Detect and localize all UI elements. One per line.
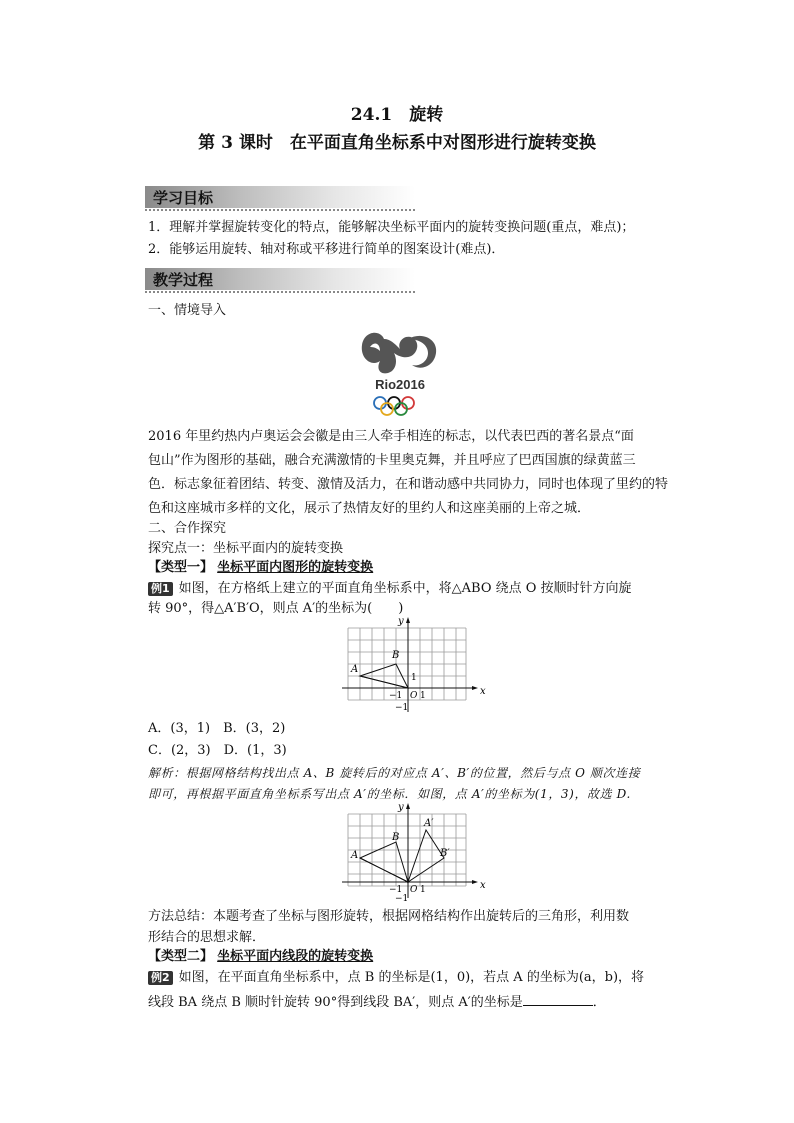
options-line-2: C．(2，3) D．(1，3) (148, 743, 287, 758)
coordinate-graph-2 (340, 800, 488, 902)
answer-blank (523, 993, 593, 1006)
y-axis-arrow-icon (406, 617, 410, 623)
example-text: 如图，在平面直角坐标系中，点 B 的坐标是(1，0)，若点 A 的坐标为(a，b)，将 (178, 970, 645, 985)
y-axis-label: y (398, 802, 404, 813)
summary-line-1: 方法总结：本题考查了坐标与图形旋转，根据网格结构作出旋转后的三角形，利用数 (148, 909, 630, 924)
goal-2: 2．能够运用旋转、轴对称或平移进行简单的图案设计(难点)． (148, 242, 505, 257)
example-text: 如图，在方格纸上建立的平面直角坐标系中，将△ABO 绕点 O 按顺时针方向旋 (178, 581, 632, 596)
banner-label: 学习目标 (153, 189, 214, 207)
solution-line-2: 即可，再根据平面直角坐标系写出点 A′的坐标．如图，点 A′的坐标为(1，3)，故选 D. (148, 787, 631, 801)
y-axis-arrow-icon (406, 803, 410, 809)
x-axis-arrow-icon (472, 880, 478, 884)
intro-line-2: 包山”作为图形的基础，融合充满激情的卡里奥克舞，并且呼应了巴西国旗的绿黄蓝三 (148, 453, 636, 468)
example-2-line-2 (148, 993, 606, 1012)
example-2-line-1 (148, 969, 644, 987)
example-1-line-2: 转 90°，得△A′B′O，则点 A′的坐标为( ) (148, 601, 404, 616)
point-B-prime-label: B′ (440, 848, 450, 859)
tick-y-1: 1 (411, 673, 417, 683)
section-banner-process (145, 268, 415, 290)
example-text: 线段 BA 绕点 B 顺时针旋转 90°得到线段 BA′，则点 A′的坐标是 (148, 995, 523, 1010)
point-A-label: A (351, 664, 359, 675)
grid (348, 628, 466, 700)
type-tag: 【类型一】 (148, 560, 214, 575)
options-line-1: A．(3，1) B．(3，2) (148, 721, 286, 736)
point-A-label: A (351, 850, 359, 861)
type-title: 坐标平面内图形的旋转变换 (217, 560, 374, 575)
logo-text: Rio2016 (375, 377, 425, 392)
point-A-prime-label: A′ (424, 818, 434, 829)
solution-line-1: 解析：根据网格结构找出点 A、B 旋转后的对应点 A′、B′的位置，然后与点 O 顺次连接 (148, 766, 641, 780)
section-banner-goals (145, 186, 415, 208)
intro-line-3: 色．标志象征着团结、转变、激情及活力，在和谐动感中共同协力，同时也体现了里约的特 (148, 477, 669, 492)
goal-1: 1．理解并掌握旋转变化的特点，能够解决坐标平面内的旋转变换问题(重点，难点)； (148, 220, 635, 235)
example-1-line-1 (148, 580, 632, 598)
banner-label: 教学过程 (153, 271, 214, 289)
type-2-heading (148, 948, 373, 966)
rio2016-logo (350, 325, 450, 417)
x-axis-label: x (480, 686, 486, 697)
emblem-icon (362, 333, 436, 374)
example-text-end: ． (592, 995, 606, 1010)
lesson-subtitle: 第 3 课时 在平面直角坐标系中对图形进行旋转变换 (198, 133, 596, 153)
tick-x-1: 1 (420, 691, 426, 701)
point-B-label: B (392, 832, 400, 843)
example-badge: 例2 (148, 971, 173, 985)
intro-line-4: 色和这座城市多样的文化，展示了热情友好的里约人和这座美丽的上帝之城． (148, 501, 591, 516)
page-title: 24.1 旋转 (350, 105, 444, 125)
x-axis-label: x (480, 880, 486, 891)
type-tag: 【类型二】 (148, 949, 214, 964)
summary-line-2: 形结合的思想求解． (148, 930, 266, 945)
x-axis-arrow-icon (472, 686, 478, 690)
type-1-heading (148, 559, 373, 577)
origin-label: O (410, 885, 418, 895)
part-2-heading: 二、合作探究 (148, 521, 227, 536)
part-1-heading: 一、情境导入 (148, 303, 227, 318)
point-B-label: B (392, 650, 400, 661)
example-badge: 例1 (148, 582, 173, 596)
tick-y-neg1: −1 (395, 703, 409, 713)
type-title: 坐标平面内线段的旋转变换 (217, 949, 374, 964)
tick-y-neg1: −1 (395, 894, 409, 902)
y-axis-label: y (398, 616, 404, 627)
explore-point-1: 探究点一：坐标平面内的旋转变换 (148, 541, 344, 556)
tick-x-neg1: −1 (389, 691, 403, 701)
coordinate-graph-1 (340, 614, 488, 716)
olympic-rings-icon (374, 397, 414, 415)
intro-line-1: 2016 年里约热内卢奥运会会徽是由三人牵手相连的标志，以代表巴西的著名景点“面 (148, 429, 634, 444)
tick-x-1: 1 (420, 885, 426, 895)
origin-label: O (410, 691, 418, 701)
tick-x-neg1: −1 (389, 885, 403, 895)
